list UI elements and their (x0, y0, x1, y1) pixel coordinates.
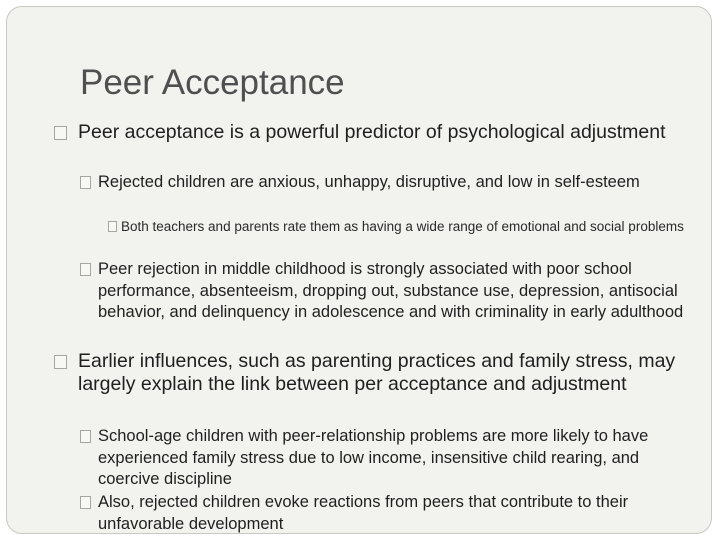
bullet-text: Peer acceptance is a powerful predictor of psychological adjustment (78, 121, 666, 143)
bullet-level1-earlier-influences (54, 350, 678, 396)
slide-title: Peer Acceptance (80, 63, 345, 102)
bullet-level2-also-rejected (80, 492, 703, 534)
square-bullet-icon (108, 221, 117, 232)
bullet-text: Peer rejection in middle childhood is strongly associated with poor school performance, absenteeism, dropping out, substance use, depression, antisocial behavior, and delinquency in adolescence and with criminality in early adulthood (98, 260, 684, 321)
square-bullet-icon (54, 355, 67, 369)
bullet-level3-teachers-parents (108, 218, 701, 236)
square-bullet-icon (80, 430, 91, 443)
bullet-text: Rejected children are anxious, unhappy, disruptive, and low in self-esteem (98, 173, 640, 191)
square-bullet-icon (80, 496, 91, 509)
square-bullet-icon (80, 176, 91, 189)
bullet-level2-peer-rejection (80, 259, 698, 324)
bullet-text: Earlier influences, such as parenting practices and family stress, may largely explain the link between per acceptance and adjustment (78, 350, 676, 395)
bullet-text: Both teachers and parents rate them as having a wide range of emotional and social problems (121, 219, 684, 234)
square-bullet-icon (80, 263, 91, 276)
bullet-level1-peer-acceptance (54, 121, 678, 144)
bullet-text: School-age children with peer-relationship problems are more likely to have experienced family stress due to low income, insensitive child rearing, and coercive discipline (98, 427, 649, 488)
bullet-level2-rejected-children (80, 172, 683, 194)
slide (6, 6, 712, 534)
square-bullet-icon (54, 126, 67, 140)
bullet-text: Also, rejected children evoke reactions from peers that contribute to their unfavorable development (98, 493, 629, 533)
bullet-level2-school-age-children (80, 426, 683, 491)
